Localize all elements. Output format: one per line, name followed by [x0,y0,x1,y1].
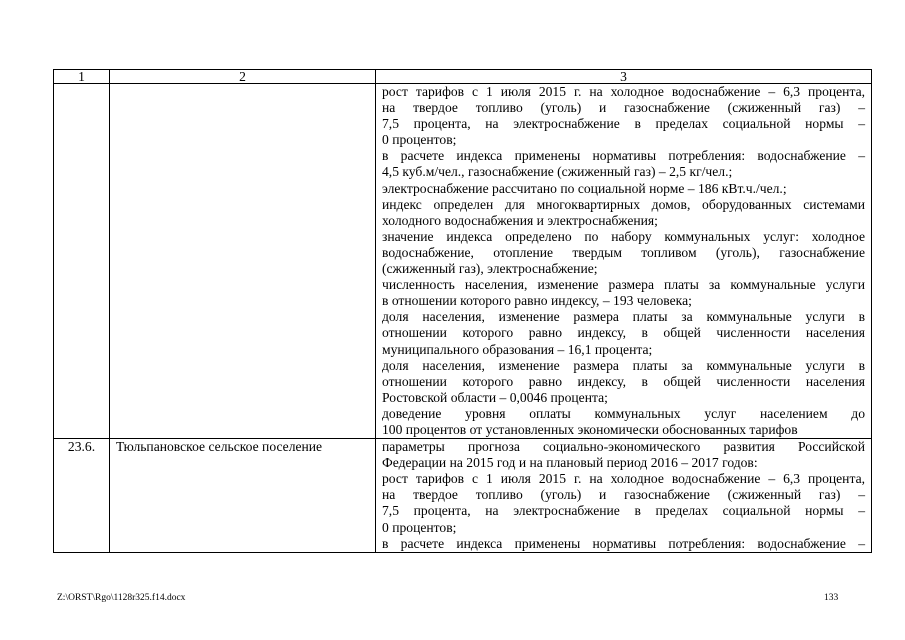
text-line: на твердое топливо (уголь) и газоснабжение (сжиженный газ) – [382,100,865,116]
text-line: в отношении которого равно индексу, – 193 человека; [382,293,692,309]
text-line: электроснабжение рассчитано по социальной норме – 186 кВт.ч./чел.; [382,180,787,196]
table-row-23-6 [54,439,872,553]
text-line: в расчете индекса применены нормативы потребления: водоснабжение – [382,535,865,551]
text-line: индекс определен для многоквартирных домов, оборудованных системами [382,196,865,212]
row-number-cell: 23.6. [54,439,110,553]
text-line: 7,5 процента, на электроснабжение в пределах социальной нормы – [382,116,865,132]
text-line: Ростовской области – 0,0046 процента; [382,389,608,405]
tariff-index-table [53,69,872,553]
text-line: (сжиженный газ), электроснабжение; [382,261,598,277]
table-row-continued [54,84,872,439]
text-line: доля населения, изменение размера платы за коммунальные услуги в [382,357,865,373]
text-line: отношении которого равно индексу, в общей численности населения [382,325,865,341]
settlement-name-cell [110,84,376,439]
text-line: значение индекса определено по набору коммунальных услуг: холодное [382,228,865,244]
text-line: 4,5 куб.м/чел., газоснабжение (сжиженный газ) – 2,5 кг/чел.; [382,164,733,180]
header-cell-3: 3 [376,70,872,84]
text-line: 100 процентов от установленных экономически обоснованных тарифов [382,421,798,437]
text-line: на твердое топливо (уголь) и газоснабжение (сжиженный газ) – [382,487,865,503]
text-line: 0 процентов; [382,132,457,148]
text-line: холодного водоснабжения и электроснабжения; [382,212,658,228]
text-line: параметры прогноза социально-экономического развития Российской [382,439,865,455]
text-line: численность населения, изменение размера платы за коммунальные услуги [382,277,865,293]
text-line: водоснабжение, отопление твердым топливом (уголь), газоснабжение [382,244,865,260]
text-line: Федерации на 2015 год и на плановый период 2016 – 2017 годов: [382,455,758,471]
text-line: в расчете индекса применены нормативы потребления: водоснабжение – [382,148,865,164]
text-line: 0 процентов; [382,519,457,535]
text-line: отношении которого равно индексу, в общей численности населения [382,373,865,389]
text-line: доведение уровня оплаты коммунальных услуг населением до [382,405,865,421]
text-line: муниципального образования – 16,1 процента; [382,341,653,357]
footer-file-path: Z:\ORST\Rgo\1128r325.f14.docx [57,593,186,603]
text-line: рост тарифов с 1 июля 2015 г. на холодное водоснабжение – 6,3 процента, [382,84,865,99]
row-number-cell [54,84,110,439]
table-header-row [54,70,872,84]
header-cell-1: 1 [54,70,110,84]
text-line: 7,5 процента, на электроснабжение в пределах социальной нормы – [382,503,865,519]
header-cell-2: 2 [110,70,376,84]
text-line: доля населения, изменение размера платы за коммунальные услуги в [382,309,865,325]
row-continued-description [376,84,872,439]
text-line: рост тарифов с 1 июля 2015 г. на холодное водоснабжение – 6,3 процента, [382,471,865,487]
row-23-6-description [376,439,872,553]
settlement-name-cell: Тюльпановское сельское поселение [110,439,376,553]
footer-page-number: 133 [824,593,839,603]
